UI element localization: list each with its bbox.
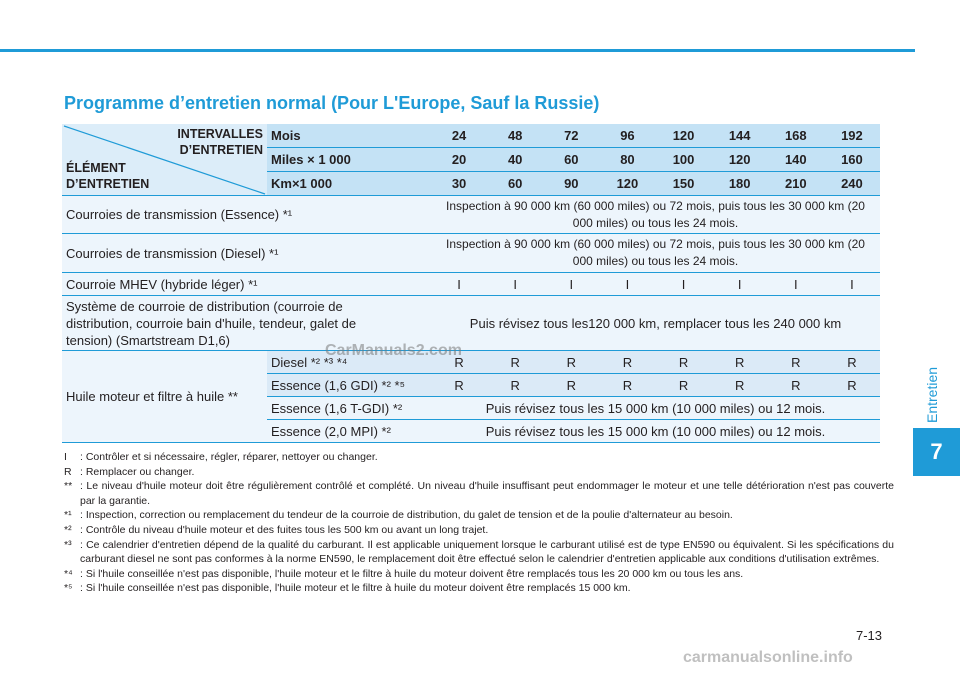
footnote-text: : Ce calendrier d'entretien dépend de la qualité du carburant. Il est applicable uniquement lorsque le carburant utilisé est de type EN590 ou équivalent. Si les spécifications du carburant diesel ne sont pas conformes à la norme EN590, le remplacement doit être effectué selon le calendrier d'entretien applicable aux conditions d'utilisation extrêmes. [80, 538, 894, 566]
interval-cell: R [824, 374, 880, 397]
interval-cell: I [824, 273, 880, 296]
km-label: Km×1 000 [267, 172, 431, 196]
table-row [62, 196, 880, 234]
header-cell: 48 [487, 124, 543, 148]
header-cell: 20 [431, 148, 487, 172]
interval-cell: R [656, 374, 712, 397]
chapter-tab: 7 [913, 428, 960, 476]
footnote [64, 479, 894, 508]
header-cell: 160 [824, 148, 880, 172]
oil-sub-label: Diesel *² *³ *⁴ [267, 351, 431, 374]
footnote [64, 581, 894, 596]
footnote-text: : Remplacer ou changer. [80, 465, 195, 478]
header-cell: 120 [712, 148, 768, 172]
oil-sub-label: Essence (1,6 T-GDI) *² [267, 397, 431, 420]
header-cell: 240 [824, 172, 880, 196]
timing-belt-label: Système de courroie de distribution (courroie de distribution, courroie bain d'huile, tendeur, galet de tension) (Smartstream D1,6) [66, 298, 357, 348]
oil-sub-label: Essence (1,6 GDI) *² *⁵ [267, 374, 431, 397]
footnote-key: *⁵ [64, 582, 73, 595]
header-cell: 60 [487, 172, 543, 196]
interval-cell: I [431, 273, 487, 296]
interval-cell: R [431, 351, 487, 374]
interval-cell: R [487, 351, 543, 374]
table-row [62, 234, 880, 273]
item-mhev-belt: Courroie MHEV (hybride léger) *¹ [62, 273, 431, 296]
months-label: Mois [267, 124, 431, 148]
maintenance-table [62, 124, 880, 443]
table-row [62, 273, 880, 296]
table-row [62, 296, 880, 351]
header-cell: 120 [599, 172, 655, 196]
footnote [64, 450, 894, 465]
header-cell: 24 [431, 124, 487, 148]
interval-text: Puis révisez tous les 15 000 km (10 000 miles) ou 12 mois. [431, 397, 880, 420]
footnote-text: : Si l'huile conseillée n'est pas disponible, l'huile moteur et le filtre à huile du moteur doivent être remplacés tous les 20 000 km ou tous les ans. [80, 567, 744, 580]
header-cell: 96 [599, 124, 655, 148]
interval-text: Inspection à 90 000 km (60 000 miles) ou 72 mois, puis tous les 30 000 km (20 000 miles) ou tous les 24 mois. [431, 196, 880, 234]
footnote [64, 538, 894, 567]
interval-cell: I [768, 273, 824, 296]
header-cell: 210 [768, 172, 824, 196]
header-cell: 40 [487, 148, 543, 172]
footnote-key: *⁴ [64, 567, 73, 580]
header-cell: 120 [656, 124, 712, 148]
footnote-text: : Contrôle du niveau d'huile moteur et des fuites tous les 500 km ou avant un long trajet. [80, 523, 489, 536]
header-cell: 168 [768, 124, 824, 148]
header-cell: 180 [712, 172, 768, 196]
item-belt-petrol: Courroies de transmission (Essence) *¹ [62, 196, 431, 234]
oil-sub-label: Essence (2,0 MPI) *² [267, 420, 431, 443]
interval-cell: R [712, 351, 768, 374]
interval-cell: R [768, 351, 824, 374]
interval-cell: R [656, 351, 712, 374]
interval-cell: R [599, 374, 655, 397]
footnote [64, 523, 894, 538]
interval-cell: I [487, 273, 543, 296]
footnote-key: *² [64, 523, 72, 536]
table-row [62, 351, 880, 374]
header-cell: 100 [656, 148, 712, 172]
interval-text: Inspection à 90 000 km (60 000 miles) ou 72 mois, puis tous les 30 000 km (20 000 miles) ou tous les 24 mois. [431, 234, 880, 273]
section-side-label: Entretien [924, 366, 940, 424]
interval-cell: R [543, 351, 599, 374]
header-cell: 140 [768, 148, 824, 172]
header-cell: 72 [543, 124, 599, 148]
footnotes [64, 450, 894, 596]
footnote-key: R [64, 465, 72, 478]
watermark-top: CarManuals2.com [325, 342, 462, 359]
interval-cell: I [656, 273, 712, 296]
watermark-bottom: carmanualsonline.info [683, 649, 853, 666]
item-belt-diesel: Courroies de transmission (Diesel) *¹ [62, 234, 431, 273]
header-cell: 60 [543, 148, 599, 172]
footnote [64, 508, 894, 523]
intervals-header: INTERVALLES D’ENTRETIEN [177, 127, 263, 157]
interval-cell: R [768, 374, 824, 397]
footnote-key: *¹ [64, 509, 72, 522]
interval-cell: R [712, 374, 768, 397]
header-cell: 30 [431, 172, 487, 196]
item-engine-oil: Huile moteur et filtre à huile ** [62, 351, 267, 443]
header-cell: 150 [656, 172, 712, 196]
page-title: Programme d’entretien normal (Pour L'Europe, Sauf la Russie) [64, 93, 600, 113]
header-rule [0, 49, 915, 52]
interval-text: Puis révisez tous les120 000 km, remplacer tous les 240 000 km [431, 296, 880, 351]
footnote-key: I [64, 451, 67, 463]
interval-cell: R [487, 374, 543, 397]
header-cell: 90 [543, 172, 599, 196]
footnote-text: : Le niveau d'huile moteur doit être régulièrement contrôlé et complété. Un niveau d'huile insuffisant peut endommager le moteur et une telle détérioration n'est pas couverte par la garantie. [80, 480, 894, 507]
header-cell: 80 [599, 148, 655, 172]
interval-cell: I [712, 273, 768, 296]
footnote-key: ** [64, 480, 73, 493]
footnote [64, 567, 894, 582]
footnote [64, 465, 894, 480]
interval-text: Puis révisez tous les 15 000 km (10 000 miles) ou 12 mois. [431, 420, 880, 443]
header-cell: 144 [712, 124, 768, 148]
interval-cell: R [543, 374, 599, 397]
miles-label: Miles × 1 000 [267, 148, 431, 172]
header-cell: 192 [824, 124, 880, 148]
item-header: ÉLÉMENT D’ENTRETIEN [66, 161, 150, 191]
footnote-key: *³ [64, 538, 72, 551]
header-row-months [62, 124, 880, 148]
interval-cell: R [824, 351, 880, 374]
footnote-text: : Si l'huile conseillée n'est pas disponible, l'huile moteur et le filtre à huile du moteur doivent être remplacés 15 000 km. [80, 582, 631, 595]
footnote-text: : Inspection, correction ou remplacement du tendeur de la courroie de distribution, du galet de tension et de la poulie d'alternateur au besoin. [80, 509, 733, 522]
interval-cell: I [543, 273, 599, 296]
interval-cell: R [431, 374, 487, 397]
header-corner-cell [62, 124, 267, 196]
interval-cell: I [599, 273, 655, 296]
footnote-text: : Contrôler et si nécessaire, régler, réparer, nettoyer ou changer. [80, 451, 378, 463]
interval-cell: R [599, 351, 655, 374]
page-number: 7-13 [856, 628, 883, 643]
